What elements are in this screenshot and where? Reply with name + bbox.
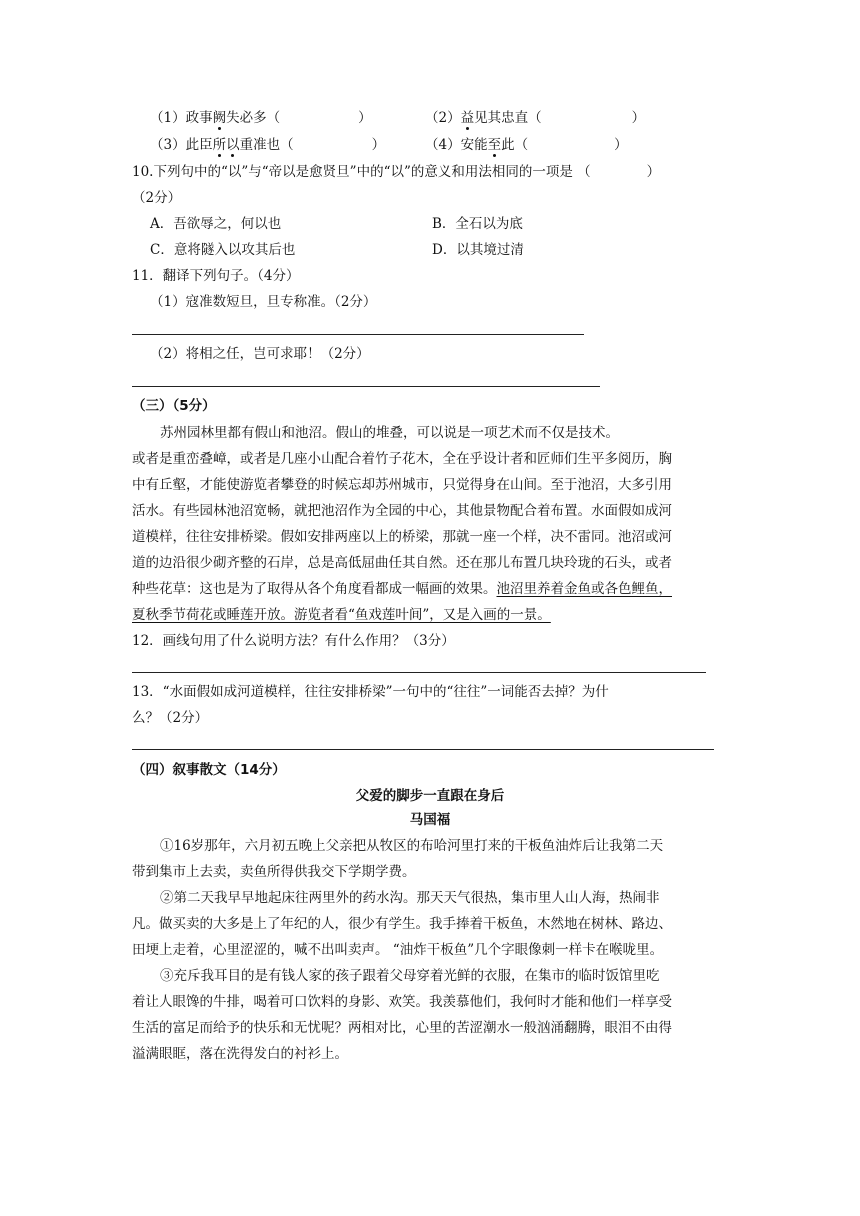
q9-item-1-close: ） [358, 110, 372, 126]
q9-item-1 [150, 108, 372, 128]
essay-line: ①16岁那年，六月初五晚上父亲把从牧区的布哈河里打来的干板鱼油炸后让我第二天 [160, 838, 664, 854]
essay-line: 着让人眼馋的牛排，喝着可口饮料的身影、欢笑。我羡慕他们，我何时才能和他们一样享受 [132, 994, 672, 1010]
q9-item-2-text: 见其忠直（ [474, 110, 542, 126]
q9-item-3-dotted-char: 所 [212, 137, 227, 153]
q9-item-2 [425, 108, 645, 128]
q11-sentence-1: （1）寇准数短旦，旦专称准。（2分） [150, 294, 377, 310]
essay-line: ②第二天我早早地起床往两里外的药水沟。那天天气很热，集市里人山人海，热闹非 [160, 890, 660, 906]
q10-close: ） [646, 164, 661, 180]
q9-item-4-text: 此（ [501, 137, 529, 153]
q10-stem [132, 162, 660, 182]
q13-question: 13．“水面假如成河道模样，往往安排桥梁”一句中的“往往”一词能否去掉？为什 [132, 684, 609, 700]
essay-title: 父爱的脚步一直跟在身后 [355, 788, 505, 804]
underlined-sentence: 池沼里养着金鱼或各色鲤鱼， [496, 581, 672, 597]
passage-line: 或者是重峦叠嶂，或者是几座小山配合着竹子花木，全在乎设计者和匠师们生平多阅历，胸 [132, 451, 672, 467]
q9-item-1-text: 失必多（ [226, 110, 281, 126]
essay-author: 马国福 [409, 812, 451, 828]
essay-line: ③充斥我耳目的是有钱人家的孩子跟着父母穿着光鲜的衣服，在集市的临时饭馆里吃 [160, 968, 660, 984]
q10-option-b: B．全石以为底 [432, 216, 523, 232]
essay-line: 带到集市上去卖，卖鱼所得供我交下学期学费。 [132, 864, 416, 880]
passage-line: 活水。有些园林池沼宽畅，就把池沼作为全园的中心，其他景物配合着布置。水面假如成河 [132, 503, 672, 519]
passage-text: 种些花草：这也是为了取得从各个角度看都成一幅画的效果。 [132, 581, 497, 597]
q9-item-2-dotted-char: 益 [460, 110, 475, 126]
passage-line: 道的边沿很少砌齐整的石岸，总是高低屈曲任其自然。还在那儿布置几块玲珑的石头，或者 [132, 555, 672, 571]
essay-line: 田埂上走着，心里涩涩的，喊不出叫卖声。 “油炸干板鱼”几个字眼像刺一样卡在喉咙里。 [132, 942, 664, 958]
q9-item-3-dotted-char: 以 [226, 137, 240, 153]
q10-option-a: A．吾欲辱之，何以也 [150, 216, 282, 232]
q9-item-1-prefix: （1）政事 [150, 110, 213, 126]
passage-line: 苏州园林里都有假山和池沼。假山的堆叠，可以说是一项艺术而不仅是技术。 [160, 425, 619, 441]
q9-item-1-dotted-char: 阙 [212, 110, 227, 126]
q11-answer-line-1[interactable] [132, 334, 584, 335]
underlined-sentence: 夏秋季节荷花或睡莲开放。游览者看“鱼戏莲叶间”，又是入画的一景。 [132, 607, 551, 623]
q10-stem-text: 10.下列句中的“以”与“帝以是愈贤旦”中的“以”的意义和用法相同的一项是 （ [132, 164, 591, 180]
q13-answer-line[interactable] [132, 749, 714, 750]
q11-sentence-2: （2）将相之任，岂可求耶！（2分） [150, 346, 370, 362]
q9-item-2-close: ） [631, 110, 646, 126]
q9-item-3-prefix: （3）此臣 [150, 137, 213, 153]
q13-question-cont: 么？（2分） [132, 710, 209, 726]
passage-line [132, 579, 672, 599]
q9-item-4-close: ） [614, 137, 628, 153]
q9-item-4-dotted-char: 至 [487, 137, 502, 153]
essay-line: 溢满眼眶，落在洗得发白的衬衫上。 [132, 1046, 348, 1062]
q11-title: 11．翻译下列句子。（4分） [132, 268, 300, 284]
passage-line: 道模样，往往安排桥梁。假如安排两座以上的桥梁，那就一座一个样，决不雷同。池沼或河 [132, 529, 672, 545]
q9-item-2-prefix: （2） [425, 110, 461, 126]
q12-question: 12．画线句用了什么说明方法？有什么作用？（3分） [132, 633, 455, 649]
essay-line: 凡。做买卖的大多是上了年纪的人，很少有学生。我手捧着干板鱼，木然地在树林、路边、 [132, 916, 672, 932]
essay-line: 生活的富足而给予的快乐和无忧呢？两相对比，心里的苦涩潮水一般汹涌翻腾，眼泪不由得 [132, 1020, 672, 1036]
q9-item-3-close: ） [371, 137, 386, 153]
section-4-title: （四）叙事散文（14分） [132, 762, 286, 778]
q9-item-4 [425, 135, 628, 155]
q10-score: （2分） [132, 190, 182, 206]
q9-item-3 [150, 135, 385, 155]
q11-answer-line-2[interactable] [132, 386, 600, 387]
q10-option-c: C．意将隧入以攻其后也 [150, 242, 296, 258]
q9-item-3-text: 重准也（ [239, 137, 294, 153]
q9-item-4-prefix: （4）安能 [425, 137, 488, 153]
q10-option-d: D．以其境过清 [432, 242, 524, 258]
q12-answer-line[interactable] [132, 672, 706, 673]
section-3-title: （三）（5分） [132, 398, 216, 414]
passage-line: 中有丘壑，才能使游览者攀登的时候忘却苏州城市，只觉得身在山间。至于池沼，大多引用 [132, 477, 672, 493]
